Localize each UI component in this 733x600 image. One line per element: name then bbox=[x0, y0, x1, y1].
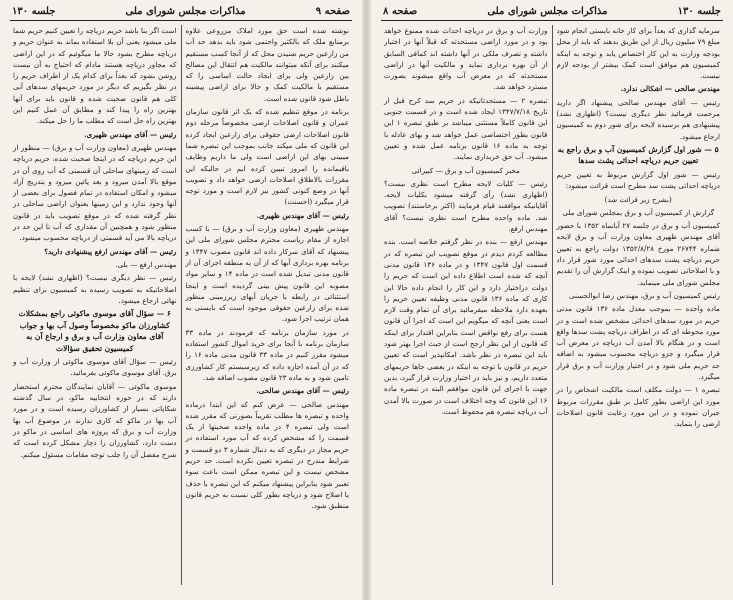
column-divider bbox=[552, 25, 553, 585]
body-paragraph: سرمایه گذاری که بعداً برای کار خانه بایستی انجام شود مبلغ ۷۹ میلیون ریال از این طریق بدهند که باید از محل بودجه وزارت به این کار اختصاص یابد و توجه به اینکه کمیسیون هم موافق است کمک بیشتر از بودجه لازم نیست. bbox=[556, 26, 720, 81]
centered-line: مخبر کمیسیون آب و برق — کبیرائی bbox=[411, 165, 520, 175]
speaker-line: رئیس — آقای مهندس ظهیری. bbox=[256, 210, 349, 220]
left-page-column-right bbox=[183, 25, 353, 585]
body-paragraph: برنامه در موقع تنظیم شده که یک اثر قانون سازمان عمران و قانون اصلاحات ارضی مخصوصاً مرحله دوم قانون اصلاحات ارضی حقوقی برای زارعین ایجاد کرده این قانون که ملی میکند جانب بموجب این تبصره شما میبینی بهای این اراضی است ولی ما داریم وظایف باقیمانده را امروز تبیین کرده ایم در حالیکه این مقررات بالاطلاق اصلاحات ارضی خواهد داد و تصویب آنها در وضع کنونی کشور نیز لازم است و مورد توجه قرار میگیرد (احسنت) bbox=[185, 107, 349, 207]
centered-line: (بشرح زیر قرائت شد) bbox=[604, 194, 672, 204]
left-page bbox=[0, 0, 362, 600]
body-paragraph: موسوی ماکوئی — آقایان نمایندگان محترم استحضار دارند که در حوزه انتخابیه ماکو، در سال گذشته شکایاتی بسیار از کشاورزان رسیده است و در مورد آب بها در ماکو که کاری ندارند در موضوع آب بها وزارت آب و برق که پروژه های اساسی در ماکو در دست دارد، کشاورزان را دچار مشکل کرده است که شرح مفصل آن را جلب توجه مقامات مسئول میکنم. bbox=[13, 381, 177, 459]
body-paragraph: تبصره ۲ — مستحدثاتیکه در حریم سد کرج قبل از تاریخ ۱۳۴۷/۷/۱۸ ایجاد شده است و در قسمت جنوبی این قانون کاملاً مستثنی میباشد بر طبق تبصره ۱ این قانون بطور اختصاصی عمل خواهد شد و بهای عادله با توجه به ماده ۱۶ قانون برنامه عمل شده و تعیین میشود. آب حق خریداری نمایند. bbox=[384, 95, 548, 162]
right-page-header bbox=[381, 6, 723, 21]
body-paragraph: کمیسیون آب و برق در جلسه ۲۷ آبانماه ۱۳۵۲ با حضور آقای مهندس ظهیری معاون وزارت آب و برق لایحه شماره ۲۶۷۴۴ مورخ ۱۳۵۲/۸/۲۸ دولت راجع به تعیین حریم دریاچه پشت سدهای احداثی مورد شور قرار داد و با اصلاحاتی تصویب نموده و اینک گزارش آن را تقدیم مجلس شورای ملی مینماید. bbox=[556, 221, 720, 287]
body-paragraph: مهندس ظهیری (معاون وزارت آب و برق) — با کسب اجازه از مقام ریاست محترم مجلس شورای ملی این پیشنهاد که آقای سرکار داده اند قانون مصوب ۱۳۴۷ و برنامه بهره برداری آبها که از آن به منطقه اجرای آن از قانون مدنی تبدیل شده است در ماده ۱۴ و سایر مواد مصوبه این قانون پیش بینی گردیده است و اینجا استثنائی در رابطه با جریان آبهای زیرزمینی منظور شده برای زارعین حقوقی موجود است که بایستی به همان ترتیب اجرا شود. bbox=[185, 224, 349, 324]
book-gutter bbox=[362, 0, 371, 600]
journal-title: مذاکرات مجلس شورای ملی bbox=[125, 6, 246, 17]
body-paragraph: رئیس کمیسیون آب و برق، مهندس رضا ابوالحسنی bbox=[569, 290, 720, 300]
body-paragraph: رئیس — سؤال آقای موسوی ماکوئی از وزارت آب و برق. آقای موسوی ماکوئی بفرمائید. bbox=[13, 357, 177, 378]
body-paragraph: رئیس — شور اول گزارش مربوط به تعیین حریم دریاچه احداثی پشت سد مطرح است قرائت میشود: bbox=[556, 169, 720, 191]
centered-line: گزارش از کمیسیون آب و برق بمجلس شورای ملی bbox=[562, 207, 715, 217]
page-number: صفحه ۸ bbox=[383, 6, 418, 17]
speaker-line: رئیس — آقای مهندس صالحی. bbox=[256, 386, 349, 396]
body-paragraph: مهندس ارفع — بلی. bbox=[115, 259, 177, 269]
body-paragraph: رئیس — کلیات لایحه مطرح است نظری نیست؟ (اظهاری نشد) رأی گرفته میشود بکلیات لایحه. آقایانیکه موافقند قیام فرمایند (اکثر برخاستند) تصویب شد. ماده واحده مطرح است نظری نیست؟ آقای مهندس ارفع. bbox=[384, 178, 548, 234]
body-paragraph: مهندس ظهیری (معاون وزارت آب و برق) — منظور از این حریم دریاچه که در اینجا صحبت شده، حریم دریاچه است که زمینهای ساحلی آن قسمتی که آب روی آن در موقع بالا آمدن میرود و بعد پائین میرود و بتدریج آزاد میشود و امکان استفاده در تمام فصول برای بعضی از آنها وجود ندارد و این زمینها بعنوان اراضی ساحلی در نظر گرفته شده که در موقع تصویب باید در قانون منظور شود و همچنین آن مقداری که آب تا این حد در دریاچه بالا می آید قسمتی از دریاچه محسوب میشود. bbox=[13, 142, 177, 243]
body-paragraph: در مورد سازمان برنامه که فرمودند در ماده ۳۳ سازمان برنامه با آنجا برای خرید اموال کشور استفاده میشود مقرر کنیم در ماده ۳۳ قانون مدنی ماده ۱۶ را که در آن آمده اجازه داده که زیرسیستم کار کشاورزی تامین شود و به ماده ۲۳ قانون مصوب اضافه شد. bbox=[185, 327, 349, 382]
body-paragraph: تبصره ۱ — دولت مکلف است مالکیت اشخاص را در مورد این اراضی بطور کامل بر طبق مقررات مربوط جبران نموده و در این مورد رعایت قانون اصلاحات ارضی را بنماید. bbox=[556, 385, 720, 429]
body-paragraph: مهندس صالحی — عرض کنم که این ابتدا درماده واحده و تبصره ها مطلب تقریباً بصورتی که مقرر شده است ولی تبصره ۴ در ماده واحده صحبتها از یک قسمت را که مشخص کرده که آب مورد استفاده در حریم مجاز در دیگری که به دنبال شماره ۳ دو قسمت و شرایط مندرج در تبصره تعیین نکرده است. حد حریم مشخص نیست و این تبصره ممکن است باعث سوء تعبیر شود بنابراین پیشنهاد میکنم که این تبصره با حذف یا اصلاح شود و دریاچه بطور کلی نسبت به حریم قانون منطبق شود. bbox=[185, 399, 349, 511]
body-paragraph: رئیس — آقای مهندس صالحی پیشنهاد اگر دارید مرحمت فرمائید نظر دیگری نیست؟ (اظهاری نشد) پیشنهادی هم برسیده لایحه برای شور دوم به کمیسیون ارجاع میشود. bbox=[556, 97, 720, 141]
body-paragraph: است اگر بنا باشد حریم دریاچه را تعیین کنیم حریم شما ملی میشود یعنی آن بلا استفاده بماند به عنوان حریم و دریاچه مطرح بشود حالا ما میگوئیم که در این اراضی که مجاور دریاچه هستند مادام که احتیاج به آن نیست روشن بشود که بعداً برای کدام یک از اطراف حریم را در نظر بگیریم که دیگر در مورد حریمهای سدهای آبی کلی هم قانون صحبت شده و قانون باید برای آنها بهترین راه را پیدا کند و مطابق آن عمل کنیم این بهترین راه حل است که مطلب ما را حل میکند. bbox=[13, 26, 177, 126]
session-number: جلسه ۱۳۰ bbox=[12, 6, 56, 17]
body-paragraph: نوشته شده است حق مورد املاک مزروعی علاوه برمنابع ملک که بالکثیر واحتمی شود باید بدهد حد آب من زارعین حریم شنیدن محل که از آنجا کسب مستقیم میکنند برای آنکه میتوانند مالکیت هم انتقال این مصالح بین زارعین ولی برای ایجاد حالت اساسی را که مستقیم با مالکیت کمک و حالا برای اراضی پیشینه باطل شود قانون شده است. bbox=[185, 26, 349, 103]
body-paragraph: مهندس ارفع — بنده در نظر گرفتم خلاصه است. بنده مطالعه کردم دیدم در موقع تصویب این تبصره که در قسمت اول قانون ۱۳۴۷ و در ماده ۱۳۶ قانون مدنی آنچه که شده است اطلاع داده این است که حریم را دولت دراختیار دارد و این کار را انجام داده حالا این کاری که ماده ۱۳۶ قانون مدنی وظیفه تعیین حریم را بعهده دارد ملاحظه میفرمائید برای آن تمام وقت لازم است یعنی آنچه که میگویم این است که اجرا آن قانون هست برای رفع نواقص است بنابراین اقتدار برای اینکه که قانون از این نظر ارجح است از حیث اجرا بهتر شود باید این تبصره در نظر باشد. امکانپذیر است که تعیین حریم در قانون با توجه به اینکه در بعضی جاها حریمهای متعدد داریم، و نیز باید در اختیار وزارت قرار گیرد، بدین جهت با اجرای این قانون موافقم البته در تبصره ماده ۱۶ این قانون که وجه اختلاف است در صورت بالا آمدن آب دریاچه تبصره هم محفوظ است. bbox=[384, 237, 548, 416]
body-paragraph: ماده واحده — بموجب معدل ماده ۱۳۶ قانون مدنی حریم در مورد سدهای احداثی مشخص شده است و در مورد محوطه ای که در اطراف دریاچه پشت سدها واقع است و در هنگام بالا آمدن آب دریاچه در معرض آب قرار میگیرد و جزو دریاچه محسوب میشود به اضافه حد حریم ملی شود و در اختیار وزارت آب و برق قرار میگیرد. bbox=[556, 304, 720, 382]
left-page-header bbox=[10, 6, 352, 21]
body-paragraph: رئیس — نظر دیگری نیست؟ (اظهاری نشد) لایحه با اصلاحاتیکه به تصویب رسیده به کمیسیون برای تنظیم نهائی ارجاع میشود. bbox=[13, 273, 177, 305]
right-page bbox=[371, 0, 733, 600]
journal-title: مذاکرات مجلس شورای ملی bbox=[487, 6, 608, 17]
column-divider bbox=[181, 25, 182, 585]
page-number: صفحه ۹ bbox=[315, 6, 350, 17]
speaker-line: رئیس — آقای مهندس ارفع پیشنهادی دارید؟ bbox=[44, 246, 177, 256]
section-heading: ۶ — سؤال آقای موسوی ماکوئی راجع بمشکلات کشاورزان ماکو مخصوصاً وصول آب بها و جواب آقای معاون وزارت آب و برق و ارجاع آن به کمیسیون تحقیق سؤالات bbox=[18, 309, 171, 353]
left-page-column-left bbox=[10, 25, 180, 585]
body-paragraph: وزارت آب و برق در دریاچه احداث شده ممنوع خواهد بود و در مورد اراضی مستحدثه که قبلاً آنها در اختیار داشته و تصرف ملکی در آنها داشته اند کمافی السابق از آن بهره برداری نماید و مالکیت آنها در اراضی مستحدثه که در معرض آب واقع میشوند بصورت مسترد خواهد شد. bbox=[384, 26, 548, 92]
session-number: جلسه ۱۳۰ bbox=[677, 6, 721, 17]
speaker-line: رئیس — آقای مهندس ظهیری. bbox=[84, 129, 177, 139]
right-page-column-right bbox=[554, 25, 724, 585]
speaker-line: مهندس صالحی — اشکالی ندارد. bbox=[620, 84, 720, 94]
right-page-column-left bbox=[381, 25, 551, 585]
section-heading: ۵ — شور اول گزارش کمیسیون آب و برق راجع به تعیین حریم دریاچه احداثی پشت سدها bbox=[557, 144, 719, 166]
